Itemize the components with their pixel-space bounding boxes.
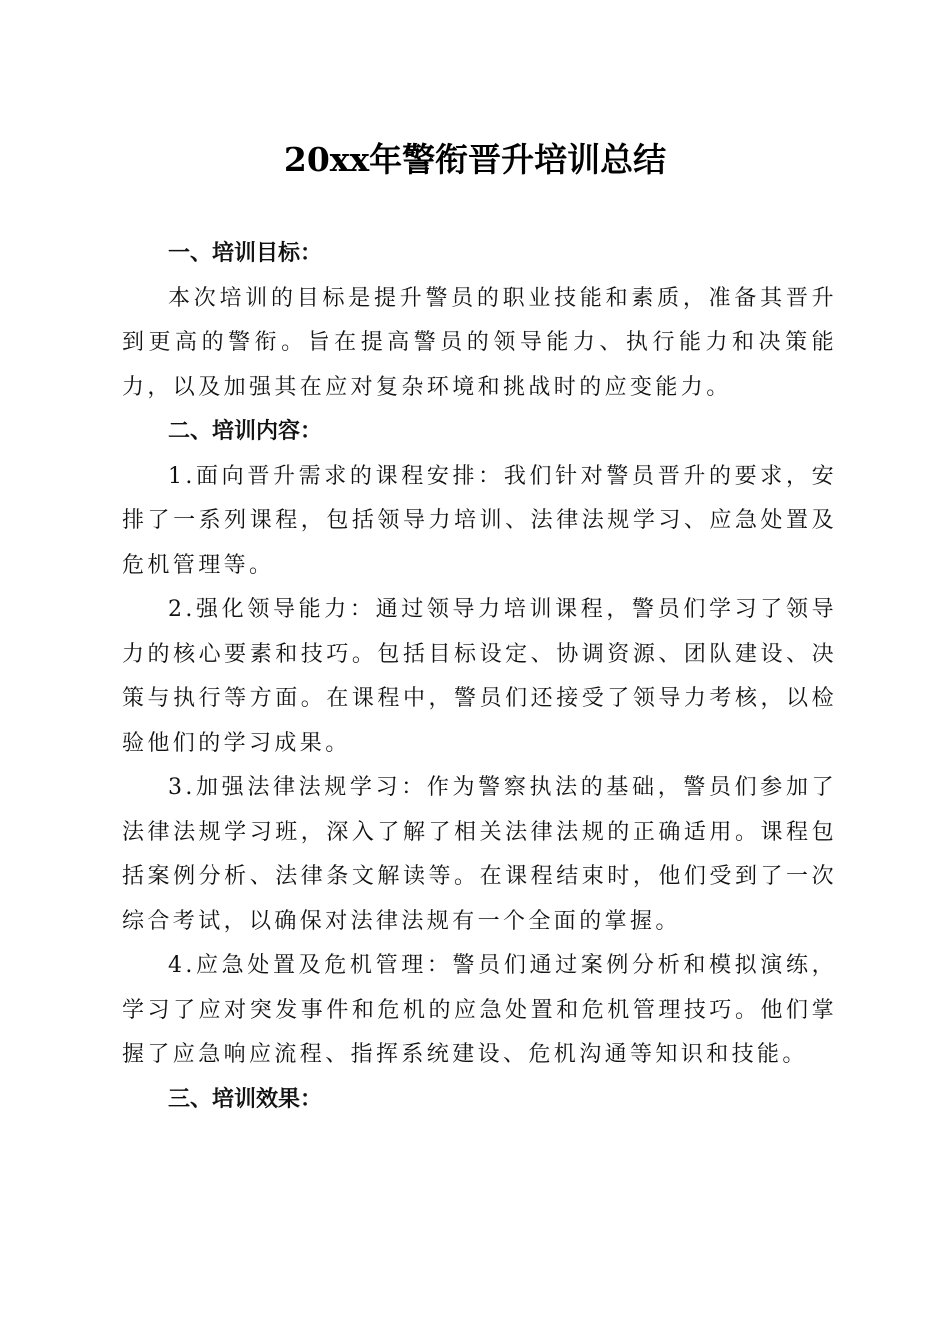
section-heading-content: 二、培训内容：	[168, 419, 323, 444]
document-body	[122, 232, 837, 1122]
section-heading-goal: 一、培训目标：	[168, 241, 323, 266]
content-item-3: 3.加强法律法规学习：作为警察执法的基础，警员们参加了法律法规学习班，深入了解了相关法律法规的正确适用。课程包括案例分析、法律条文解读等。在课程结束时，他们受到了一次综合考试，以确保对法律法规有一个全面的掌握。	[122, 775, 837, 934]
content-item-4: 4.应急处置及危机管理：警员们通过案例分析和模拟演练，学习了应对突发事件和危机的应急处置和危机管理技巧。他们掌握了应急响应流程、指挥系统建设、危机沟通等知识和技能。	[122, 953, 837, 1067]
content-item-2: 2.强化领导能力：通过领导力培训课程，警员们学习了领导力的核心要素和技巧。包括目标设定、协调资源、团队建设、决策与执行等方面。在课程中，警员们还接受了领导力考核，以检验他们的学习成果。	[122, 597, 837, 756]
document-title: 20xx年警衔晋升培训总结	[283, 140, 667, 179]
goal-paragraph: 本次培训的目标是提升警员的职业技能和素质，准备其晋升到更高的警衔。旨在提高警员的领导能力、执行能力和决策能力，以及加强其在应对复杂环境和挑战时的应变能力。	[122, 285, 837, 400]
section-heading-effect: 三、培训效果：	[168, 1086, 323, 1112]
content-item-1: 1.面向晋升需求的课程安排：我们针对警员晋升的要求，安排了一系列课程，包括领导力培训、法律法规学习、应急处置及危机管理等。	[122, 463, 837, 578]
